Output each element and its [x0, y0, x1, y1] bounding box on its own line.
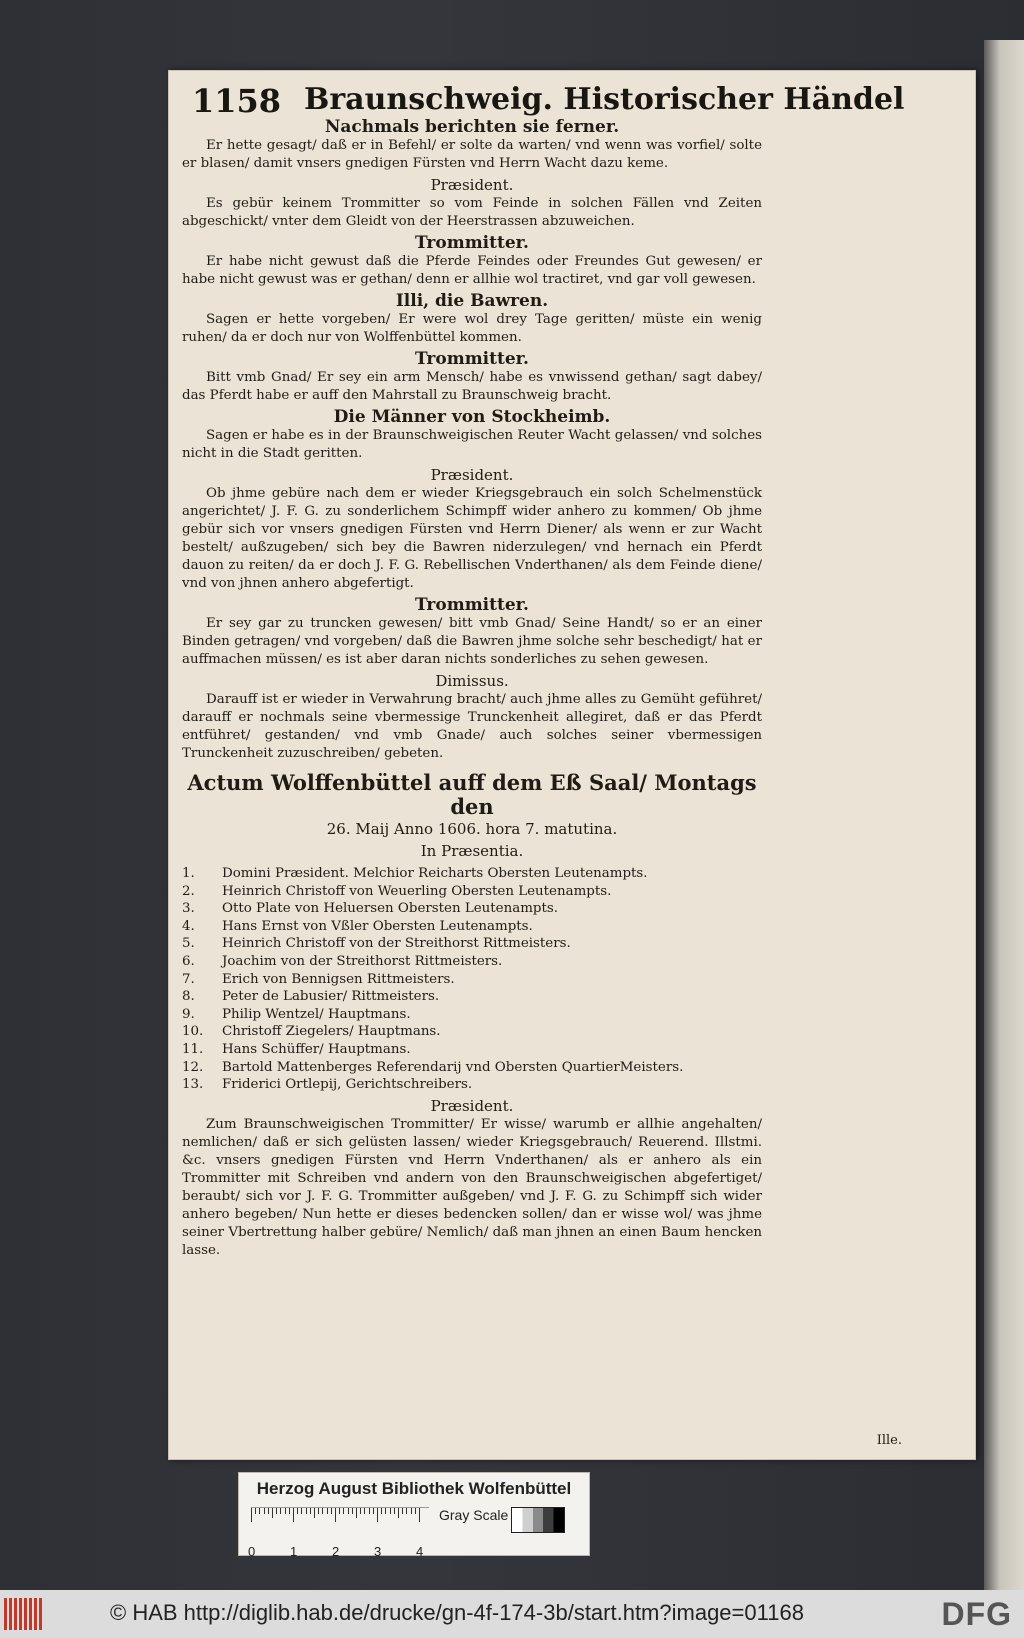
attendee-list: [182, 865, 762, 1094]
attendee-item: [182, 883, 762, 901]
section-heading: Præsident.: [430, 176, 514, 194]
actum-date: 26. Maij Anno 1606. hora 7. matutina.: [326, 820, 618, 838]
attendee-name: Christoff Ziegelers/ Hauptmans.: [222, 1024, 441, 1040]
attendee-name: Heinrich Christoff von Weuerling Obersten Leutenampts.: [222, 883, 612, 899]
section-heading: Trommitter.: [415, 349, 529, 369]
ruler-tick: [318, 1508, 319, 1514]
ruler-tick: [314, 1508, 315, 1518]
attendee-item: [182, 1041, 762, 1059]
page-number: 1158: [192, 82, 282, 120]
attendee-number: 5.: [182, 936, 195, 952]
ruler-tick: [272, 1508, 273, 1518]
attendee-item: [182, 988, 762, 1006]
ruler-tick: [419, 1508, 420, 1522]
ruler-number: 0: [248, 1544, 256, 1559]
section-heading: Nachmals berichten sie ferner.: [324, 117, 620, 137]
attendee-item: [182, 1023, 762, 1041]
ruler-tick: [264, 1508, 265, 1514]
attendee-item: [182, 865, 762, 883]
attendee-name: Hans Schüffer/ Hauptmans.: [222, 1041, 411, 1057]
ruler-tick: [259, 1508, 260, 1514]
ruler-tick: [394, 1508, 395, 1514]
ruler-tick: [348, 1508, 349, 1514]
paragraph: Es gebür keinem Trommitter so vom Feinde in solchen Fällen vnd Zeiten abgeschickt/ vnter dem Gleidt von der Heerstrassen abzuweichen.: [182, 196, 762, 229]
attendee-item: [182, 1006, 762, 1024]
ruler-tick: [297, 1508, 298, 1514]
ruler-tick: [415, 1508, 416, 1514]
catchword: Ille.: [876, 1433, 902, 1448]
ruler-tick: [280, 1508, 281, 1514]
paragraph: Zum Braunschweigischen Trommitter/ Er wisse/ warumb er allhie angehalten/ nemlichen/ daß er sich gelüsten lassen/ wieder Kriegsgebrauch/ Reuerend. Illstmi. &c. vnsers gnedigen Fürsten vnd Herrn Vnderthanen/ als er anhero als ein Trommitter mit Schreiben vnd andern von den Braunschweigischen abgefertiget/ beraubt/ sich vor J. F. G. Trommitter außgeben/ vnd J. F. G. zu Schimpff sich wider anhero begeben/ Nun hette er dieses bedencken sollen/ dan er wisse wol/ was jhme seiner Vbertrettung halber gebüre/ Nemlich/ daß man jhnen an einen Baum hencken lasse.: [182, 1116, 762, 1258]
ruler-tick: [343, 1508, 344, 1514]
attendee-number: 13.: [182, 1077, 204, 1093]
ruler-number: 3: [374, 1544, 382, 1559]
ruler-tick: [289, 1508, 290, 1514]
attendee-number: 6.: [182, 953, 195, 969]
ruler-tick: [306, 1508, 307, 1514]
attendee-item: [182, 971, 762, 989]
section-heading: Trommitter.: [415, 595, 529, 615]
attendee-number: 3.: [182, 901, 195, 917]
ruler-tick: [310, 1508, 311, 1514]
next-page-edge: [984, 40, 1024, 1590]
ruler-tick: [402, 1508, 403, 1514]
ruler-tick: [331, 1508, 332, 1514]
attendee-item: [182, 1059, 762, 1077]
attendee-name: Erich von Bennigsen Rittmeisters.: [222, 971, 455, 987]
ruler-tick: [268, 1508, 269, 1514]
ruler-tick: [398, 1508, 399, 1518]
dfg-logo: DFG: [941, 1596, 1012, 1632]
ruler-tick: [322, 1508, 323, 1514]
gray-scale-bar: [511, 1507, 565, 1533]
attendee-number: 12.: [182, 1059, 204, 1075]
section-heading: Dimissus.: [435, 672, 509, 690]
in-praesentia-heading: In Præsentia.: [420, 842, 524, 860]
gray-scale-label: Gray Scale: [439, 1507, 509, 1523]
ruler-number: 4: [416, 1544, 424, 1559]
attendee-name: Otto Plate von Heluersen Obersten Leutenampts.: [222, 901, 558, 917]
ruler-number: 1: [290, 1544, 298, 1559]
attendee-number: 7.: [182, 971, 195, 987]
section-heading: Die Männer von Stockheimb.: [333, 407, 611, 427]
attendee-number: 1.: [182, 866, 195, 881]
attendee-name: Joachim von der Streithorst Rittmeisters.: [222, 953, 503, 969]
paragraph: Er sey gar zu truncken gewesen/ bitt vmb Gnad/ Seine Handt/ so er an einer Binden getragen/ vnd vorgeben/ daß die Bawren jhme solche sehr beschedigt/ hat er auffmachen müssen/ es ist aber daran nichts sonderliches zu sehen gewesen.: [182, 616, 762, 667]
ruler-tick: [285, 1508, 286, 1514]
ruler-tick: [411, 1508, 412, 1514]
footer-bar: [0, 1590, 1024, 1638]
attendee-name: Heinrich Christoff von der Streithorst Rittmeisters.: [222, 936, 571, 952]
paragraph: Bitt vmb Gnad/ Er sey ein arm Mensch/ habe es vnwissend gethan/ sagt dabey/ das Pferdt habe er auff den Mahrstall zu Braunschweig bracht.: [182, 370, 762, 403]
ruler-tick: [255, 1508, 256, 1514]
ruler-tick: [360, 1508, 361, 1514]
paragraph: Sagen er hette vorgeben/ Er were wol drey Tage geritten/ müste ein wenig ruhen/ da er doch nur von Wolffenbüttel kommen.: [182, 312, 762, 345]
attendee-item: [182, 953, 762, 971]
library-label: [238, 1472, 590, 1559]
section-heading: Præsident.: [430, 1096, 514, 1115]
section-heading: Illi, die Bawren.: [395, 291, 549, 311]
ruler-tick: [335, 1508, 336, 1522]
section-heading: Trommitter.: [415, 233, 529, 253]
ruler-tick: [390, 1508, 391, 1514]
attendee-number: 9.: [182, 1006, 195, 1022]
attendee-number: 8.: [182, 989, 195, 1005]
ruler-tick: [339, 1508, 340, 1514]
ruler-tick: [301, 1508, 302, 1514]
attendee-name: Hans Ernst von Vßler Obersten Leutenampts.: [222, 918, 533, 934]
paragraph: Er habe nicht gewust daß die Pferde Feindes oder Freundes Gut gewesen/ er habe nicht gewust was er gethan/ denn er allhie wol tractiret, vnd gar voll gewesen.: [182, 254, 762, 287]
ruler-tick: [327, 1508, 328, 1514]
attendee-name: Peter de Labusier/ Rittmeisters.: [222, 989, 440, 1005]
section-heading: Præsident.: [430, 466, 514, 484]
attendee-number: 10.: [182, 1024, 204, 1040]
ruler-tick: [356, 1508, 357, 1518]
ruler-tick: [381, 1508, 382, 1514]
ruler-tick: [385, 1508, 386, 1514]
ruler-tick: [276, 1508, 277, 1514]
attendee-number: 2.: [182, 883, 195, 899]
ruler-tick: [293, 1508, 294, 1522]
attendee-item: [182, 918, 762, 936]
attendee-item: [182, 935, 762, 953]
ruler-tick: [406, 1508, 407, 1514]
paragraph: Darauff ist er wieder in Verwahrung bracht/ auch jhme alles zu Gemüht geführet/ darauff er nochmals seine vbermessige Trunckenheit allegiret, daß er das Pferdt entführet/ gestanden/ vnd vmb Gnade/ auch solches seiner vbermessigen Trunckenheit zuzuschreiben/ gebeten.: [182, 692, 762, 761]
attendee-item: [182, 1076, 762, 1094]
attendee-name: Domini Præsident. Melchior Reicharts Obersten Leutenampts.: [222, 866, 648, 881]
barcode-icon: [4, 1598, 44, 1630]
ruler-tick: [373, 1508, 374, 1514]
paragraph: Sagen er habe es in der Braunschweigischen Reuter Wacht gelassen/ vnd solches nicht in die Stadt geritten.: [182, 428, 762, 461]
footer-url: © HAB http://diglib.hab.de/drucke/gn-4f-174-3b/start.htm?image=01168: [110, 1600, 804, 1625]
ruler-number: 2: [332, 1544, 340, 1559]
paragraph: Er hette gesagt/ daß er in Befehl/ er solte da warten/ vnd wenn was vorfiel/ solte er blasen/ damit vnsers gnedigen Fürsten vnd Herrn Wacht dazu keme.: [182, 138, 762, 171]
running-title: Braunschweig. Historischer Händel: [304, 82, 905, 117]
ruler-tick: [251, 1508, 252, 1522]
page-text: [182, 115, 762, 1260]
attendee-item: [182, 900, 762, 918]
attendee-name: Philip Wentzel/ Hauptmans.: [222, 1006, 411, 1022]
actum-title: Actum Wolffenbüttel auff dem Eß Saal/ Montags den: [187, 770, 757, 819]
ruler-tick: [369, 1508, 370, 1514]
attendee-name: Bartold Mattenberges Referendarij vnd Obersten QuartierMeisters.: [222, 1059, 684, 1075]
ruler-tick: [352, 1508, 353, 1514]
scale-ruler: [248, 1507, 429, 1559]
ruler-tick: [377, 1508, 378, 1522]
attendee-number: 11.: [182, 1041, 204, 1057]
library-name: Herzog August Bibliothek Wolfenbüttel: [256, 1479, 572, 1498]
attendee-name: Friderici Ortlepij, Gerichtschreibers.: [222, 1077, 473, 1093]
paragraph: Ob jhme gebüre nach dem er wieder Kriegsgebrauch ein solch Schelmenstück angerichtet/ J. F. G. zu sonderlichem Schimpff wider anhero zu kommen/ Ob jhme gebür sich vor vnsers gnedigen Fürsten vnd Herrn Diener/ als wenn er zur Wacht bestelt/ außzugeben/ sich bey die Bawren niderzulegen/ vnd hernach ein Pferdt dauon zu reiten/ da er doch J. F. G. Rebellischen Vnderthanen/ als dem Feinde diene/ vnd von jhnen anhero abgefertigt.: [182, 486, 762, 591]
ruler-tick: [364, 1508, 365, 1514]
attendee-number: 4.: [182, 918, 195, 934]
